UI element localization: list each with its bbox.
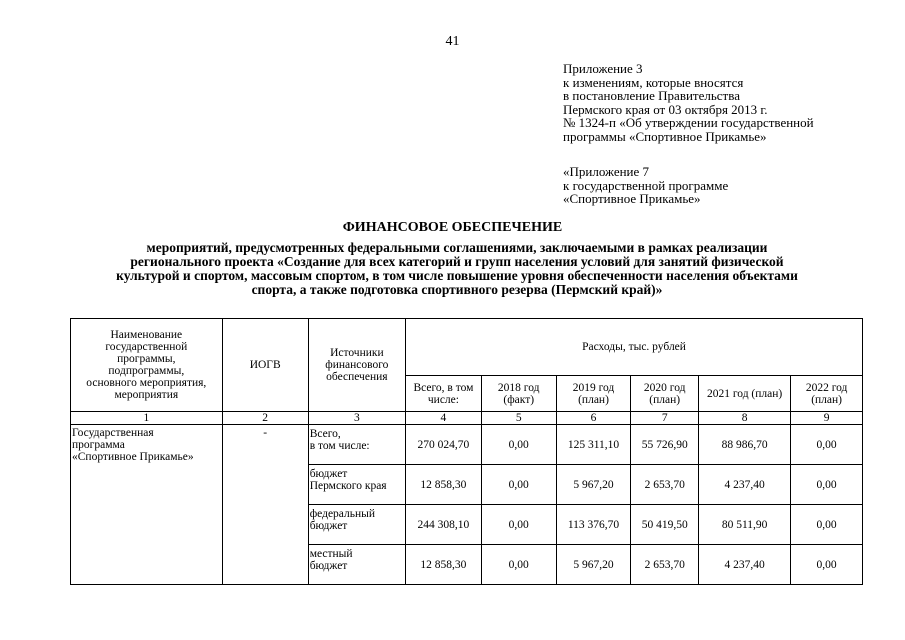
value-cell: 113 376,70: [556, 505, 631, 545]
value-cell: 12 858,30: [406, 545, 482, 585]
value-cell: 0,00: [791, 465, 863, 505]
subtitle-line: культурой и спортом, массовым спортом, в том числе повышение уровня обеспеченности населения объектами: [116, 268, 798, 283]
page-number: 41: [445, 34, 460, 49]
header-name-line: подпрограммы,: [108, 365, 185, 377]
appendix-3-line: программы «Спортивное Прикамье»: [563, 128, 767, 144]
value-cell: 4 237,40: [699, 465, 791, 505]
appendix-7-line: «Приложение 7: [563, 164, 650, 179]
source-line: Пермского края: [309, 480, 387, 492]
header-line: (план): [649, 393, 681, 406]
value-cell: 80 511,90: [699, 505, 791, 545]
header-line: числе:: [427, 393, 459, 406]
column-number: 7: [631, 412, 699, 425]
value-cell: 4 237,40: [699, 545, 791, 585]
program-name-line: программа: [72, 439, 125, 451]
source-line: бюджет: [309, 520, 348, 532]
header-total: [406, 376, 482, 412]
value-cell: 0,00: [791, 545, 863, 585]
appendix-3-line: к изменениям, которые вносятся: [563, 74, 744, 90]
program-name-line: Государственная: [72, 427, 154, 439]
source-cell: [308, 465, 405, 505]
appendix-7-line: к государственной программе: [563, 177, 729, 193]
program-name-cell: [71, 425, 223, 585]
value-cell: 125 311,10: [556, 425, 631, 465]
source-cell: [308, 545, 405, 585]
subtitle-line: регионального проекта «Создание для всех категорий и групп населения условий для занятий физической: [130, 254, 784, 269]
iogv-cell: -: [222, 425, 308, 585]
value-cell: 12 858,30: [406, 465, 482, 505]
table-row: [71, 425, 863, 465]
header-line: 2020 год: [643, 381, 686, 394]
value-cell: 2 653,70: [631, 545, 699, 585]
document-subtitle: [56, 241, 858, 297]
header-name-line: программы,: [117, 353, 176, 365]
subtitle-line: мероприятий, предусмотренных федеральными соглашениями, заключаемыми в рамках реализации: [146, 240, 768, 255]
header-name-line: Наименование: [110, 329, 183, 341]
column-number: 3: [308, 412, 405, 425]
value-cell: 0,00: [481, 545, 556, 585]
header-2022: [791, 376, 863, 412]
header-sources: [308, 319, 405, 412]
value-cell: 0,00: [481, 465, 556, 505]
source-cell: [308, 505, 405, 545]
header-name-line: основного мероприятия,: [86, 377, 207, 389]
header-2020: [631, 376, 699, 412]
header-line: 2019 год: [572, 381, 615, 394]
source-line: федеральный: [309, 508, 376, 520]
column-number: 5: [481, 412, 556, 425]
source-line: бюджет: [309, 468, 348, 480]
header-name-line: государственной: [105, 341, 188, 353]
header-2021: 2021 год (план): [699, 376, 791, 412]
appendix-3-line: № 1324-п «Об утверждении государственной: [563, 115, 814, 130]
column-number: 4: [406, 412, 482, 425]
column-number: 8: [699, 412, 791, 425]
header-sources-line: финансового: [325, 359, 389, 371]
value-cell: 270 024,70: [406, 425, 482, 465]
subtitle-line: спорта, а также подготовка спортивного резерва (Пермский край)»: [251, 282, 663, 297]
appendix-3-line: Приложение 3: [563, 61, 643, 76]
header-2018: [481, 376, 556, 412]
value-cell: 0,00: [481, 505, 556, 545]
header-line: 2018 год: [497, 381, 540, 394]
appendix-3-line: в постановление Правительства: [563, 88, 740, 103]
value-cell: 0,00: [481, 425, 556, 465]
appendix-3-note: [563, 62, 814, 143]
source-line: бюджет: [309, 560, 348, 572]
header-line: (план): [811, 393, 842, 406]
column-number: 1: [71, 412, 223, 425]
header-line: (факт): [503, 393, 535, 406]
value-cell: 55 726,90: [631, 425, 699, 465]
header-sources-line: Источники: [330, 347, 384, 359]
source-line: местный: [309, 548, 353, 560]
source-line: Всего,: [309, 428, 341, 440]
value-cell: 2 653,70: [631, 465, 699, 505]
program-name-line: «Спортивное Прикамье»: [72, 451, 194, 463]
value-cell: 244 308,10: [406, 505, 482, 545]
document-title: ФИНАНСОВОЕ ОБЕСПЕЧЕНИЕ: [342, 220, 563, 235]
appendix-7-line: «Спортивное Прикамье»: [563, 191, 701, 206]
value-cell: 88 986,70: [699, 425, 791, 465]
value-cell: 5 967,20: [556, 465, 631, 505]
column-number: 9: [791, 412, 863, 425]
source-cell: [308, 425, 405, 465]
header-expenses: Расходы, тыс. рублей: [406, 319, 863, 376]
header-2019: [556, 376, 631, 412]
header-line: 2022 год: [805, 381, 848, 394]
value-cell: 0,00: [791, 505, 863, 545]
header-iogv: ИОГВ: [222, 319, 308, 412]
column-number: 6: [556, 412, 631, 425]
header-line: (план): [578, 393, 609, 406]
source-line: в том числе:: [309, 440, 370, 452]
header-name: [71, 319, 223, 412]
financing-table: [70, 318, 863, 585]
column-number: 2: [222, 412, 308, 425]
appendix-7-note: [563, 165, 728, 206]
appendix-3-line: Пермского края от 03 октября 2013 г.: [563, 101, 768, 117]
header-sources-line: обеспечения: [326, 371, 388, 383]
value-cell: 0,00: [791, 425, 863, 465]
value-cell: 50 419,50: [631, 505, 699, 545]
header-name-line: мероприятия: [114, 389, 179, 401]
value-cell: 5 967,20: [556, 545, 631, 585]
header-line: Всего, в том: [413, 381, 474, 394]
